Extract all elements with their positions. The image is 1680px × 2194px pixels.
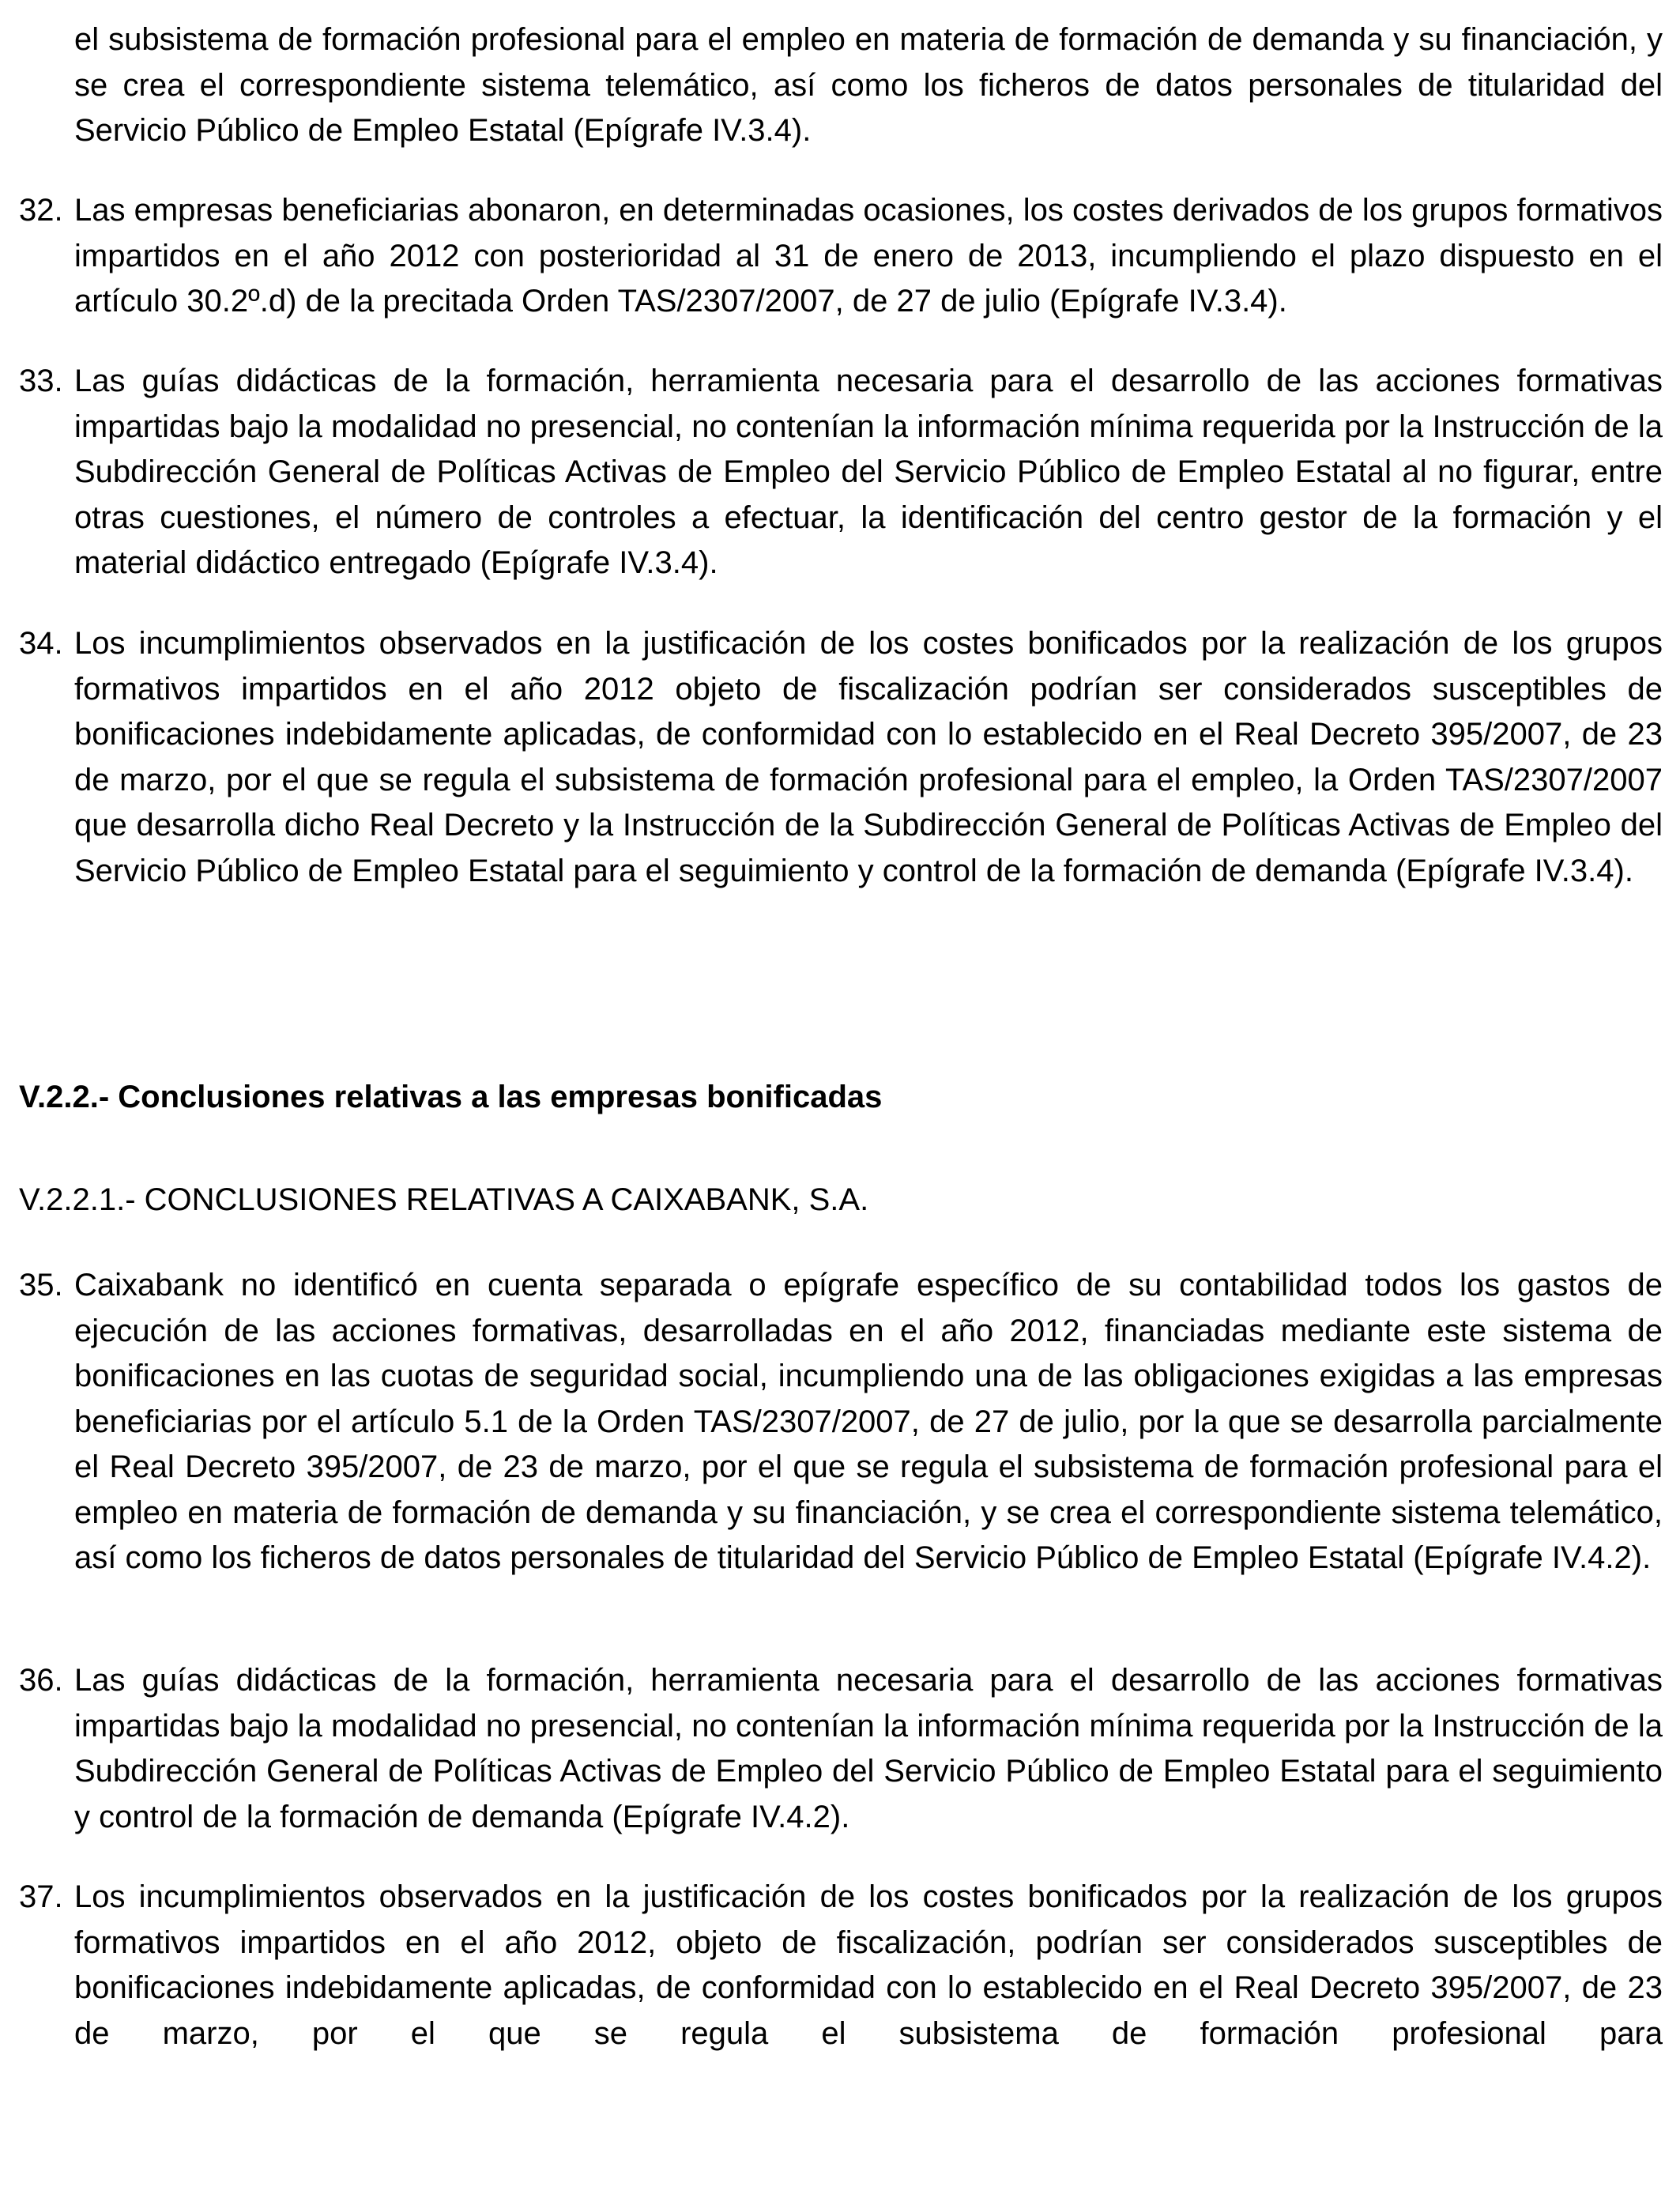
list-item-32 bbox=[19, 188, 1663, 325]
item-text: Los incumplimientos observados en la justificación de los costes bonificados por la realización de los grupos formativos impartidos en el año 2012, objeto de fiscalización, podrían ser considerados susceptibles de bonificaciones indebidamente aplicadas, de conformidad con lo establecido en el Real Decreto 395/2007, de 23 de marzo, por el que se regula el subsistema de formación profesional para bbox=[74, 1879, 1663, 2051]
item-number: 33. bbox=[19, 364, 63, 398]
continued-paragraph: el subsistema de formación profesional para el empleo en materia de formación de demanda y su financiación, y se crea el correspondiente sistema telemático, así como los ficheros de datos personales de titularidad del Servicio Público de Empleo Estatal (Epígrafe IV.3.4). bbox=[74, 22, 1663, 148]
item-number: 34. bbox=[19, 626, 63, 661]
subsection-heading: V.2.2.1.- CONCLUSIONES RELATIVAS A CAIXABANK, S.A. bbox=[19, 1182, 869, 1217]
list-item-35 bbox=[19, 1263, 1663, 1581]
item-number: 35. bbox=[19, 1268, 63, 1302]
item-text: Las empresas beneficiarias abonaron, en determinadas ocasiones, los costes derivados de los grupos formativos impartidos en el año 2012 con posterioridad al 31 de enero de 2013, incumpliendo el plazo dispuesto en el artículo 30.2º.d) de la precitada Orden TAS/2307/2007, de 27 de julio (Epígrafe IV.3.4). bbox=[74, 193, 1663, 319]
item-number: 37. bbox=[19, 1879, 63, 1914]
item-text: Caixabank no identificó en cuenta separada o epígrafe específico de su contabilidad todos los gastos de ejecución de las acciones formativas, desarrolladas en el año 2012, financiadas mediante este sistema de bonificaciones en las cuotas de seguridad social, incumpliendo una de las obligaciones exigidas a las empresas beneficiarias por el artículo 5.1 de la Orden TAS/2307/2007, de 27 de julio, por la que se desarrolla parcialmente el Real Decreto 395/2007, de 23 de marzo, por el que se regula el subsistema de formación profesional para el empleo en materia de formación de demanda y su financiación, y se crea el correspondiente sistema telemático, así como los ficheros de datos personales de titularidad del Servicio Público de Empleo Estatal (Epígrafe IV.4.2). bbox=[74, 1268, 1663, 1575]
list-item-33 bbox=[19, 359, 1663, 586]
item-text: Los incumplimientos observados en la justificación de los costes bonificados por la realización de los grupos formativos impartidos en el año 2012 objeto de fiscalización podrían ser considerados susceptibles de bonificaciones indebidamente aplicadas, de conformidad con lo establecido en el Real Decreto 395/2007, de 23 de marzo, por el que se regula el subsistema de formación profesional para el empleo, la Orden TAS/2307/2007 que desarrolla dicho Real Decreto y la Instrucción de la Subdirección General de Políticas Activas de Empleo del Servicio Público de Empleo Estatal para el seguimiento y control de la formación de demanda (Epígrafe IV.3.4). bbox=[74, 626, 1663, 888]
list-item-34 bbox=[19, 621, 1663, 894]
item-number: 36. bbox=[19, 1663, 63, 1698]
list-item-37 bbox=[19, 1875, 1663, 2056]
list-item-36 bbox=[19, 1658, 1663, 1840]
section-heading: V.2.2.- Conclusiones relativas a las empresas bonificadas bbox=[19, 1080, 883, 1114]
item-text: Las guías didácticas de la formación, herramienta necesaria para el desarrollo de las acciones formativas impartidas bajo la modalidad no presencial, no contenían la información mínima requerida por la Instrucción de la Subdirección General de Políticas Activas de Empleo del Servicio Público de Empleo Estatal al no figurar, entre otras cuestiones, el número de controles a efectuar, la identificación del centro gestor de la formación y el material didáctico entregado (Epígrafe IV.3.4). bbox=[74, 364, 1663, 580]
item-text: Las guías didácticas de la formación, herramienta necesaria para el desarrollo de las acciones formativas impartidas bajo la modalidad no presencial, no contenían la información mínima requerida por la Instrucción de la Subdirección General de Políticas Activas de Empleo del Servicio Público de Empleo Estatal para el seguimiento y control de la formación de demanda (Epígrafe IV.4.2). bbox=[74, 1663, 1663, 1834]
item-number: 32. bbox=[19, 193, 63, 228]
